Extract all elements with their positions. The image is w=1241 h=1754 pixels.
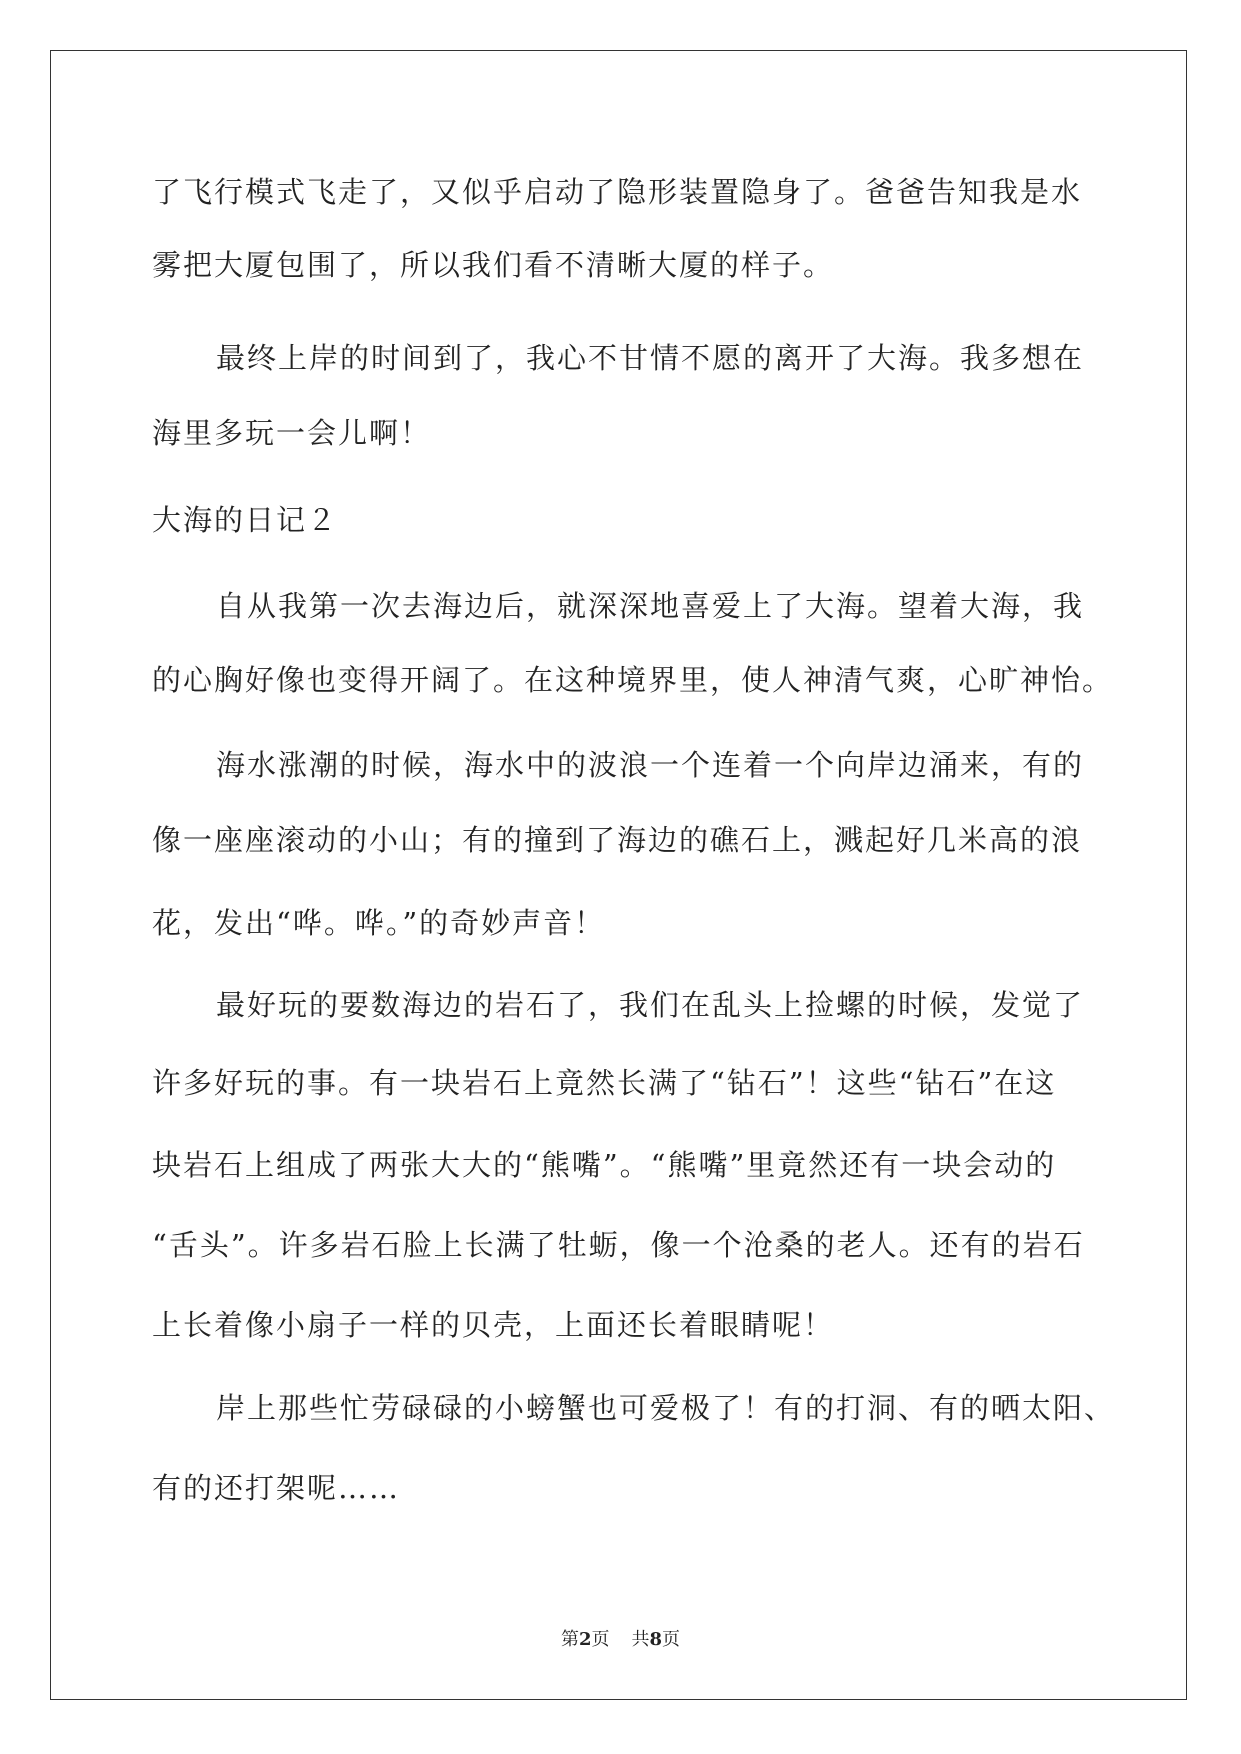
page-border (50, 50, 1187, 1700)
total-suffix: 页 (662, 1629, 681, 1650)
paragraph-start: 自从我第一次去海边后，就深深地喜爱上了大海。望着大海，我 (216, 589, 1085, 623)
text-line: 海里多玩一会儿啊！ (152, 416, 432, 450)
page-suffix: 页 (591, 1629, 610, 1650)
text-line: 有的还打架呢…… (152, 1471, 401, 1505)
paragraph-start: 最终上岸的时间到了，我心不甘情不愿的离开了大海。我多想在 (216, 341, 1085, 375)
text-line: 许多好玩的事。有一块岩石上竟然长满了“钻石”！这些“钻石”在这 (152, 1066, 1057, 1100)
page-number: 2 (578, 1629, 592, 1650)
text-line: 的心胸好像也变得开阔了。在这种境界里，使人神清气爽，心旷神怡。 (152, 663, 1114, 697)
text-line: 了飞行模式飞走了，又似乎启动了隐形装置隐身了。爸爸告知我是水 (152, 175, 1083, 209)
total-prefix: 共 (631, 1629, 650, 1650)
total-pages: 8 (649, 1629, 663, 1650)
text-line: “舌头”。许多岩石脸上长满了牡蛎，像一个沧桑的老人。还有的岩石 (152, 1228, 1085, 1262)
page-prefix: 第 (560, 1629, 579, 1650)
text-line: 像一座座滚动的小山；有的撞到了海边的礁石上，溅起好几米高的浪 (152, 823, 1083, 857)
paragraph-start: 海水涨潮的时候，海水中的波浪一个连着一个向岸边涌来，有的 (216, 748, 1085, 782)
paragraph-start: 岸上那些忙劳碌碌的小螃蟹也可爱极了！有的打洞、有的晒太阳、 (216, 1391, 1116, 1425)
page-footer (0, 1628, 1241, 1652)
paragraph-start: 最好玩的要数海边的岩石了，我们在乱头上捡螺的时候，发觉了 (216, 988, 1085, 1022)
text-line: 雾把大厦包围了，所以我们看不清晰大厦的样子。 (152, 248, 835, 282)
text-line: 上长着像小扇子一样的贝壳，上面还长着眼睛呢！ (152, 1308, 835, 1342)
text-line: 块岩石上组成了两张大大的“熊嘴”。“熊嘴”里竟然还有一块会动的 (152, 1148, 1057, 1182)
text-line: 花，发出“哗。哗。”的奇妙声音！ (152, 906, 606, 940)
section-heading: 大海的日记２ (152, 503, 339, 537)
